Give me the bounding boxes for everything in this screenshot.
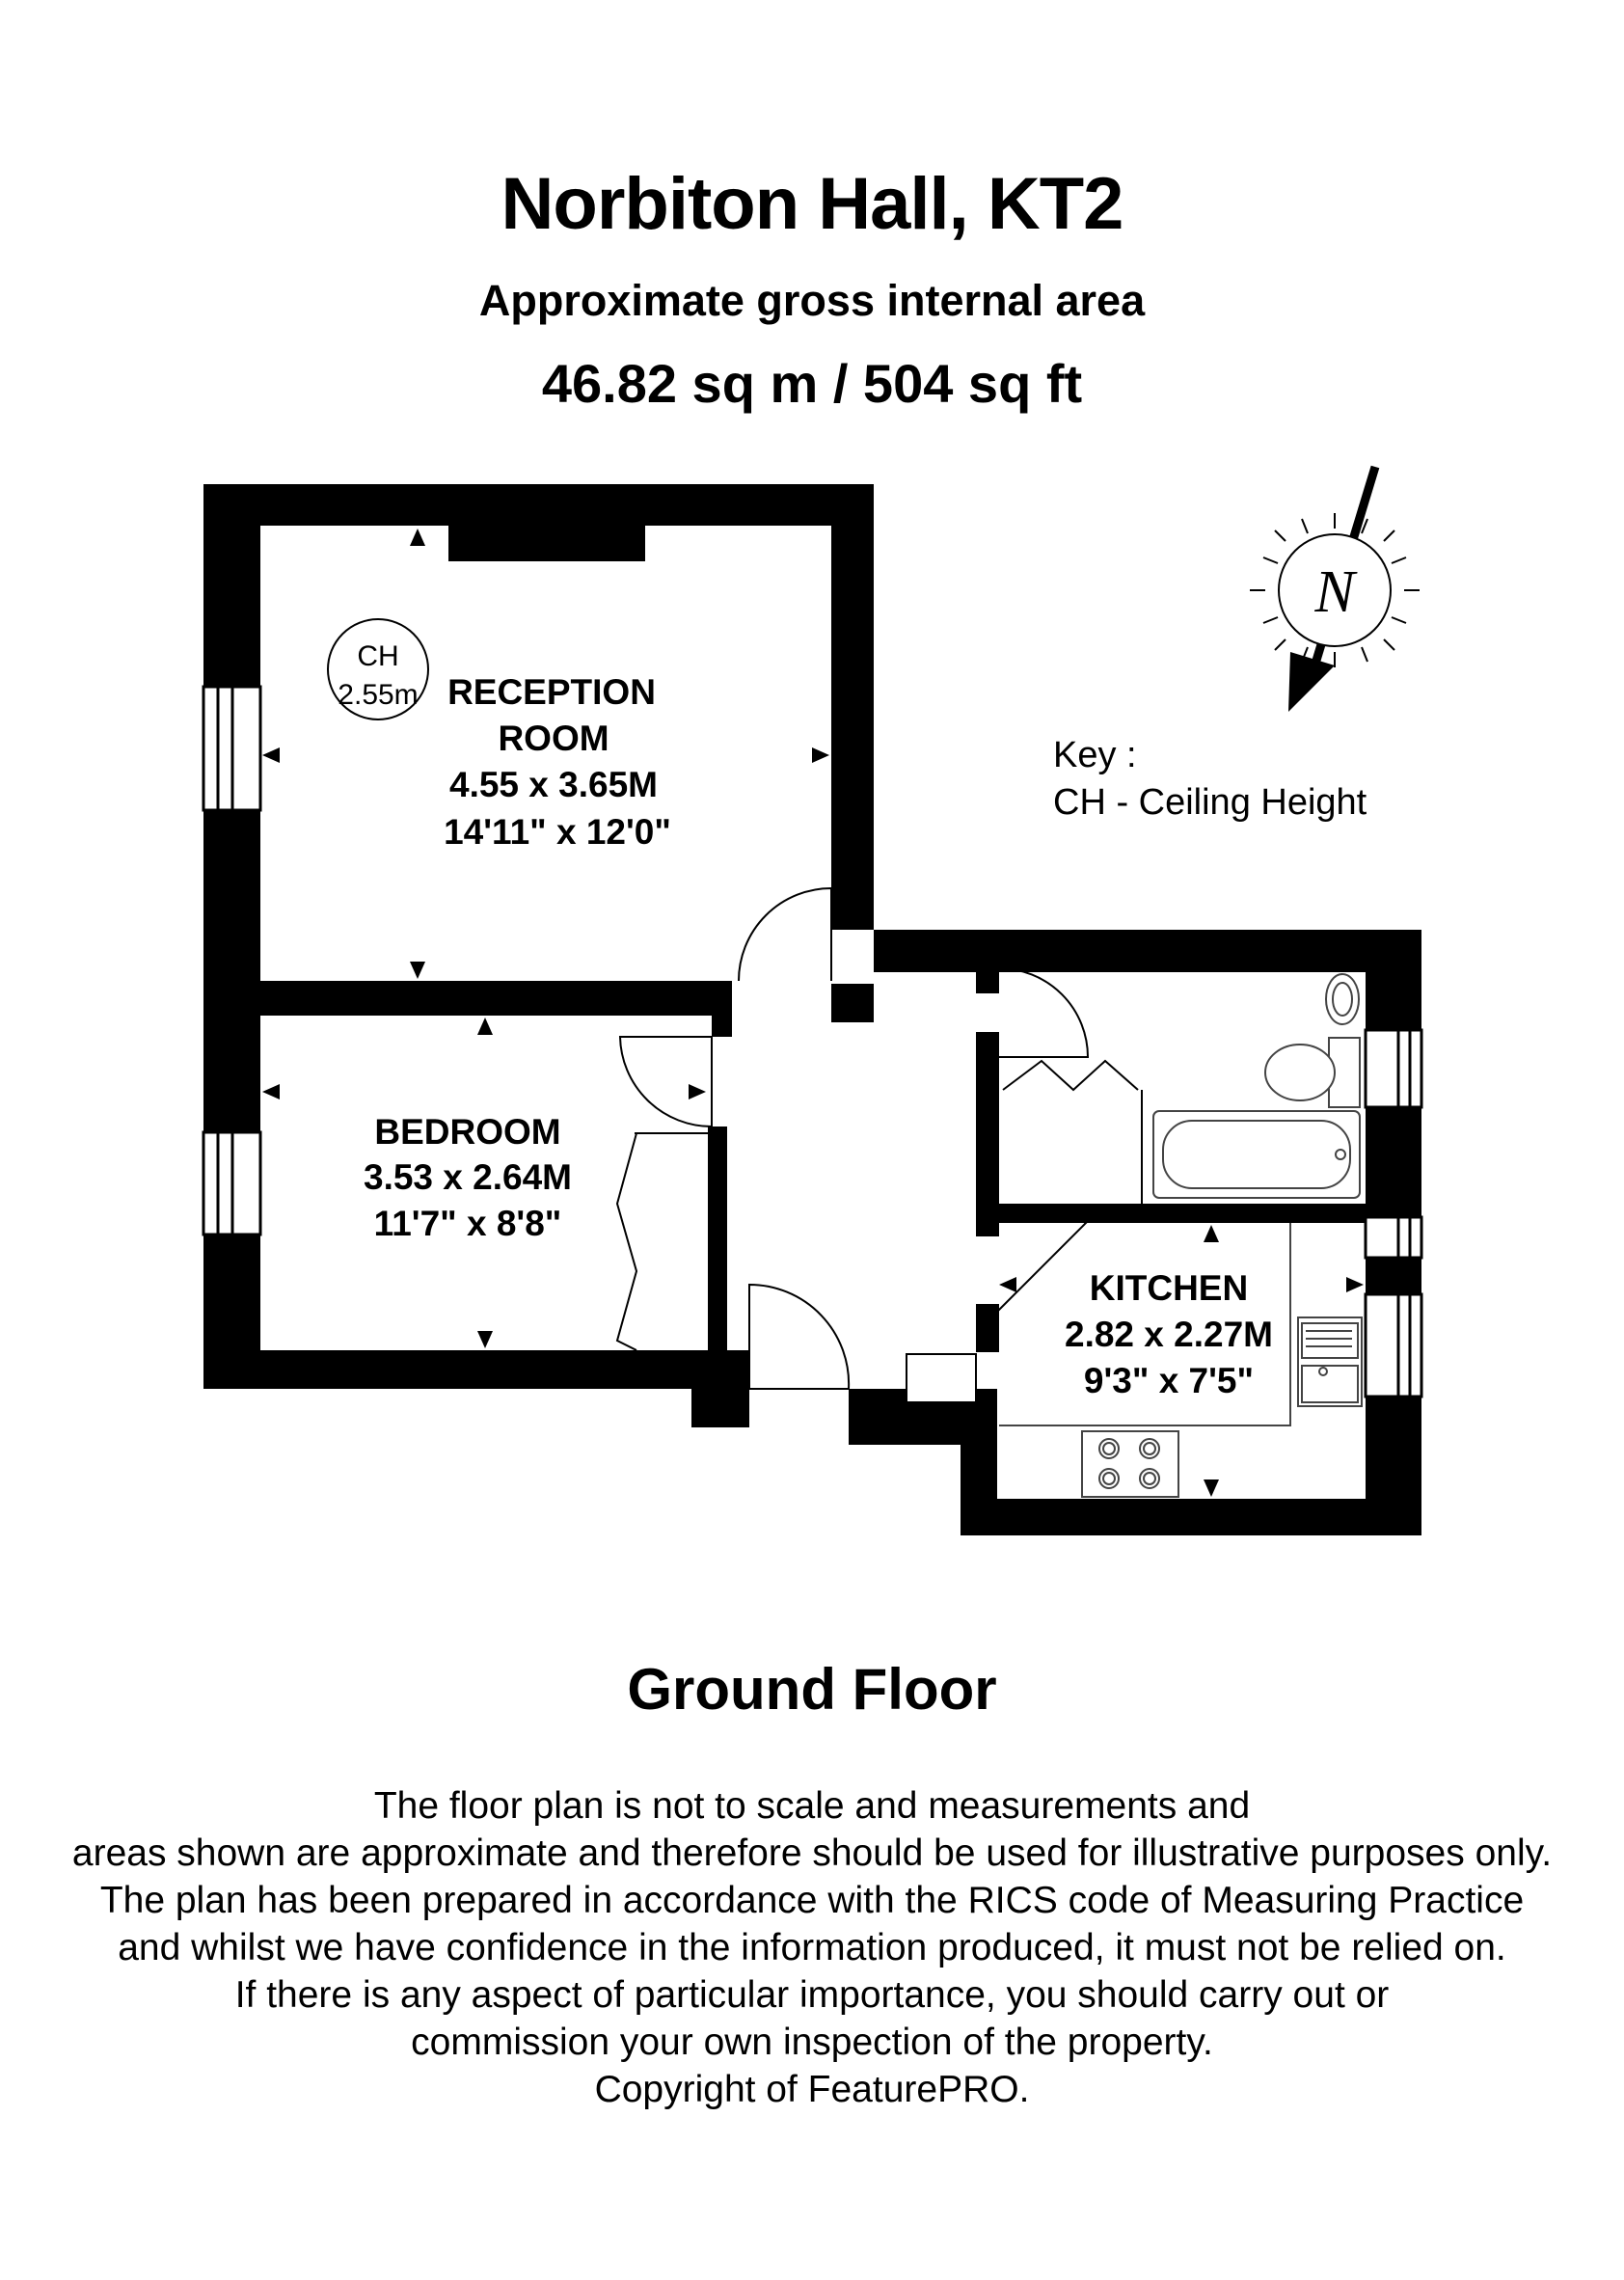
wall-kitchen-left	[961, 1389, 997, 1535]
wardrobe-doors-hall	[1003, 1061, 1138, 1090]
disclaimer	[0, 1782, 1624, 2113]
window-kitchen-small	[1366, 1217, 1421, 1258]
key-title: Key :	[1053, 735, 1137, 775]
door-reception	[739, 888, 831, 981]
kitchen-metric: 2.82 x 2.27M	[1065, 1315, 1273, 1354]
wall-left	[203, 484, 260, 1389]
wall-kitchen-bottom	[961, 1499, 1421, 1535]
wall-hall-stub	[712, 981, 732, 1037]
chimney-breast	[448, 521, 645, 561]
bedroom-metric: 3.53 x 2.64M	[364, 1157, 572, 1197]
area-value: 46.82 sq m / 504 sq ft	[541, 353, 1083, 414]
kitchen-name: KITCHEN	[1089, 1268, 1249, 1308]
bedroom-name: BEDROOM	[374, 1112, 561, 1152]
door-entrance	[749, 1285, 849, 1389]
door-kitchen	[997, 1211, 1086, 1312]
kitchen-fixtures	[999, 1223, 1362, 1497]
compass	[1250, 467, 1420, 712]
wall-bedroom-bottom	[203, 1350, 727, 1389]
disclaimer-line: The plan has been prepared in accordance with the RICS code of Measuring Practice	[99, 1880, 1525, 1921]
key-entry: CH - Ceiling Height	[1053, 782, 1367, 823]
door-bathroom	[999, 968, 1088, 1057]
disclaimer-line: commission your own inspection of the property.	[411, 2022, 1213, 2063]
window-bathroom	[1366, 1030, 1421, 1107]
plan-title: Norbiton Hall, KT2	[501, 163, 1123, 245]
wall-bath-left-top	[976, 972, 999, 993]
compass-arrow	[1288, 652, 1335, 712]
toilet-bowl	[1265, 1045, 1335, 1100]
wall-bath-kitchen	[976, 1204, 1366, 1223]
disclaimer-line: Copyright of FeaturePRO.	[594, 2069, 1030, 2110]
wall-reception-right	[831, 484, 874, 930]
disclaimer-line: areas shown are approximate and therefore should be used for illustrative purposes only.	[71, 1832, 1553, 1874]
bedroom-imperial: 11'7" x 8'8"	[373, 1204, 562, 1243]
window-kitchen	[1366, 1294, 1421, 1397]
reception-imperial: 14'11" x 12'0"	[444, 812, 671, 852]
floor-label: Ground Floor	[627, 1657, 997, 1722]
kitchen-imperial: 9'3" x 7'5"	[1083, 1361, 1255, 1400]
hall-cupboard	[907, 1354, 976, 1402]
wardrobe-doors-bedroom	[617, 1133, 636, 1350]
door-bedroom	[620, 1037, 712, 1126]
disclaimer-line: If there is any aspect of particular importance, you should carry out or	[234, 1974, 1390, 2016]
hob	[1082, 1431, 1178, 1497]
disclaimer-line: The floor plan is not to scale and measurements and	[373, 1785, 1251, 1827]
wall-top	[203, 484, 874, 526]
wall-reception-right-stub	[831, 984, 874, 1022]
ceiling-height-value: 2.55m	[338, 679, 419, 711]
wall-reception-bedroom	[203, 981, 732, 1016]
wall-kitchen-left-upper	[976, 1217, 999, 1236]
compass-letter: N	[1314, 559, 1355, 625]
ceiling-height-code: CH	[357, 640, 399, 672]
bathroom-fixtures	[1153, 974, 1360, 1198]
wall-bedroom-right	[708, 1126, 727, 1389]
area-caption: Approximate gross internal area	[478, 276, 1146, 325]
reception-name-1: RECEPTION	[447, 672, 656, 712]
wall-bath-top	[874, 930, 1421, 972]
wall-bath-left	[976, 1032, 999, 1225]
reception-name-2: ROOM	[498, 719, 609, 758]
disclaimer-line: and whilst we have confidence in the information produced, it must not be relied on.	[118, 1927, 1506, 1968]
wall-kitchen-left-lower	[976, 1304, 999, 1352]
reception-metric: 4.55 x 3.65M	[449, 765, 658, 804]
wall-hall-bottom-left	[691, 1389, 749, 1427]
